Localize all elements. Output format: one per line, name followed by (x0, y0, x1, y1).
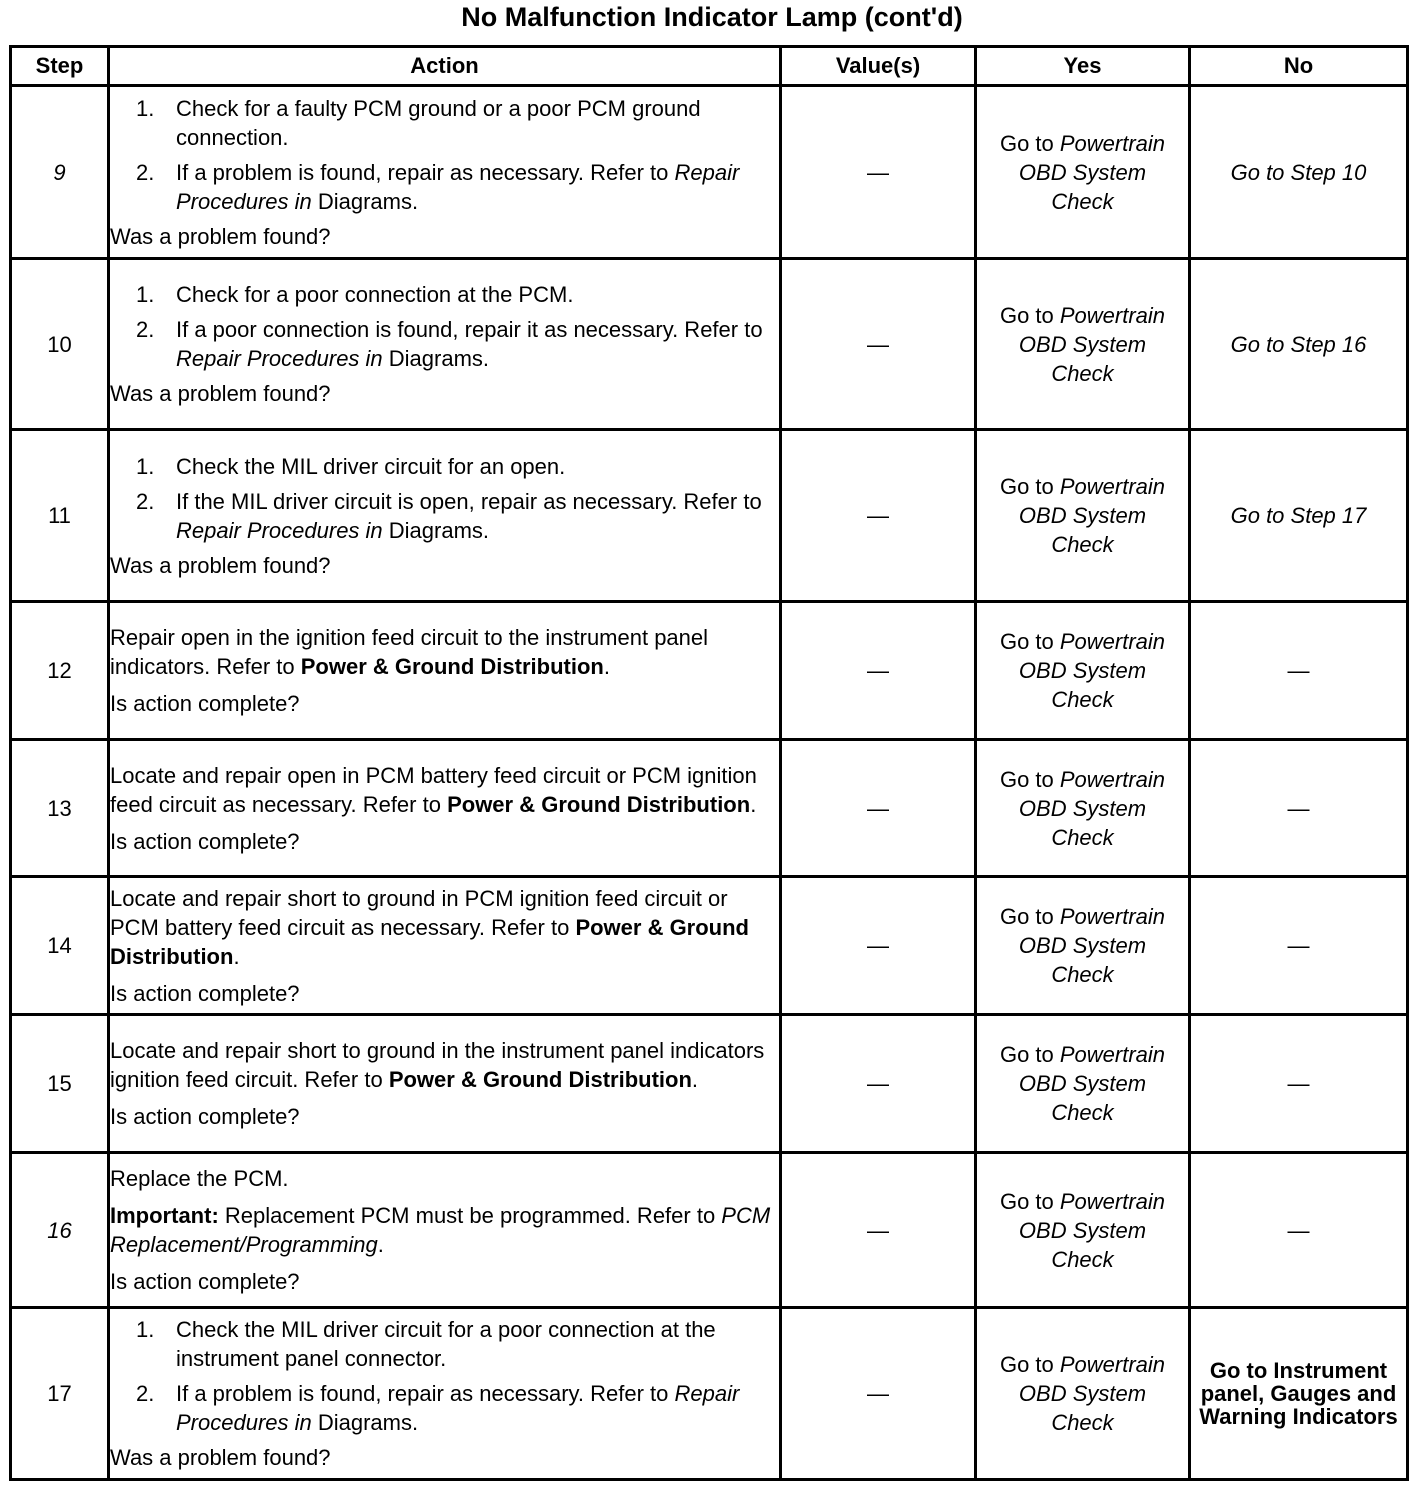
reference-link[interactable]: Repair Procedures in (176, 517, 383, 543)
question-text: Is action complete? (110, 1269, 300, 1294)
list-number: 2. (136, 159, 155, 185)
step-number: 12 (11, 602, 109, 740)
no-cell[interactable]: Go to Instrument panel, Gauges and Warning Indicators (1190, 1308, 1408, 1480)
yes-cell[interactable]: Go to Powertrain OBD System Check (976, 1308, 1190, 1480)
action-text: Replacement PCM must be programmed. Refer to (218, 1203, 722, 1228)
table-row (11, 259, 1408, 430)
reference-link[interactable]: Power & Ground Distribution (110, 914, 749, 969)
list-number: 2. (136, 1381, 155, 1406)
table-row (11, 1015, 1408, 1153)
yes-cell[interactable]: Go to Powertrain OBD System Check (976, 740, 1190, 877)
yes-cell[interactable]: Go to Powertrain OBD System Check (976, 86, 1190, 259)
step-number: 13 (11, 740, 109, 877)
value-cell: — (781, 86, 976, 259)
reference-link[interactable]: Repair Procedures in (176, 346, 383, 371)
value-cell: — (781, 877, 976, 1015)
question-text: Was a problem found? (110, 223, 331, 249)
list-number: 1. (136, 1317, 155, 1342)
action-cell (109, 259, 781, 430)
action-text: Diagrams. (382, 517, 490, 543)
question-text: Is action complete? (110, 691, 300, 716)
yes-cell[interactable]: Go to Powertrain OBD System Check (976, 430, 1190, 602)
list-number: 1. (136, 282, 155, 307)
action-cell (109, 86, 781, 259)
value-cell: — (781, 602, 976, 740)
no-cell: — (1190, 740, 1408, 877)
action-text: Locate and repair short to ground in PCM ignition feed circuit or PCM battery feed circuit as necessary. Refer to (110, 885, 728, 940)
action-cell: Locate and repair short to ground in PCM ignition feed circuit or PCM battery feed circuit as necessary. Refer to Power & Ground Distribution. Is action complete? (109, 877, 781, 1015)
value-cell: — (781, 1308, 976, 1480)
step-number: 16 (11, 1153, 109, 1308)
header-no: No (1190, 47, 1408, 86)
reference-link[interactable]: Power & Ground Distribution (447, 791, 751, 817)
action-cell: Replace the PCM. Important: Replacement PCM must be programmed. Refer to PCM Replacement/Programming. Is action complete? (109, 1153, 781, 1308)
list-number: 2. (136, 488, 155, 514)
yes-cell[interactable]: Go to Powertrain OBD System Check (976, 602, 1190, 740)
action-text: If a problem is found, repair as necessary. Refer to (176, 159, 675, 185)
table-row (11, 430, 1408, 602)
action-text: If the MIL driver circuit is open, repair as necessary. Refer to (176, 488, 762, 514)
value-cell: — (781, 1153, 976, 1308)
action-text: Check for a faulty PCM ground or a poor PCM ground connection. (176, 95, 701, 150)
question-text: Is action complete? (110, 828, 300, 854)
step-number: 11 (11, 430, 109, 602)
action-cell (109, 430, 781, 602)
table-row (11, 1308, 1408, 1480)
table-row (11, 740, 1408, 877)
header-row (11, 47, 1408, 86)
header-step: Step (11, 47, 109, 86)
question-text: Is action complete? (110, 980, 300, 1006)
action-text: Locate and repair open in PCM battery feed circuit or PCM ignition feed circuit as necessary. Refer to (110, 762, 757, 817)
action-text: Replace the PCM. (110, 1166, 289, 1191)
action-cell (109, 1308, 781, 1480)
question-text: Was a problem found? (110, 1445, 331, 1470)
no-cell: — (1190, 1153, 1408, 1308)
value-cell: — (781, 259, 976, 430)
step-number: 10 (11, 259, 109, 430)
reference-link[interactable]: Repair Procedures in (176, 159, 740, 214)
page-title: No Malfunction Indicator Lamp (cont'd) (461, 2, 963, 32)
action-text: Check for a poor connection at the PCM. (176, 282, 574, 307)
no-cell: — (1190, 877, 1408, 1015)
header-values: Value(s) (781, 47, 976, 86)
reference-link[interactable]: Repair Procedures in (176, 1381, 740, 1435)
action-cell: Repair open in the ignition feed circuit to the instrument panel indicators. Refer to Power & Ground Distribution. Is action complete? (109, 602, 781, 740)
reference-link[interactable]: Power & Ground Distribution (388, 1067, 692, 1092)
action-cell: Locate and repair open in PCM battery feed circuit or PCM ignition feed circuit as necessary. Refer to Power & Ground Distribution. Is action complete? (109, 740, 781, 877)
table-row (11, 877, 1408, 1015)
action-text: If a problem is found, repair as necessary. Refer to (176, 1381, 675, 1406)
no-cell[interactable]: Go to Step 16 (1190, 259, 1408, 430)
table-row (11, 86, 1408, 259)
action-text: Check the MIL driver circuit for a poor connection at the instrument panel connector. (176, 1317, 716, 1371)
no-cell: — (1190, 1015, 1408, 1153)
action-text: Diagrams. (311, 1410, 419, 1435)
header-yes: Yes (976, 47, 1190, 86)
yes-cell[interactable]: Go to Powertrain OBD System Check (976, 259, 1190, 430)
yes-cell[interactable]: Go to Powertrain OBD System Check (976, 1153, 1190, 1308)
no-cell[interactable]: Go to Step 17 (1190, 430, 1408, 602)
list-number: 2. (136, 317, 155, 342)
table-row (11, 602, 1408, 740)
yes-cell[interactable]: Go to Powertrain OBD System Check (976, 877, 1190, 1015)
reference-link[interactable]: PCM Replacement/Programming (110, 1203, 771, 1257)
header-action: Action (109, 47, 781, 86)
value-cell: — (781, 430, 976, 602)
step-number: 9 (11, 86, 109, 259)
question-text: Is action complete? (110, 1104, 300, 1129)
action-text: Diagrams. (382, 346, 490, 371)
value-cell: — (781, 740, 976, 877)
step-number: 17 (11, 1308, 109, 1480)
action-text: Diagrams. (311, 188, 419, 214)
question-text: Was a problem found? (110, 381, 331, 406)
important-label: Important: (110, 1203, 219, 1228)
table-row (11, 1153, 1408, 1308)
list-number: 1. (136, 95, 155, 121)
question-text: Was a problem found? (110, 552, 331, 578)
diagnostic-table (9, 45, 1409, 1481)
action-text: If a poor connection is found, repair it as necessary. Refer to (176, 317, 763, 342)
action-text: Repair open in the ignition feed circuit to the instrument panel indicators. Refer to (110, 625, 709, 679)
yes-cell[interactable]: Go to Powertrain OBD System Check (976, 1015, 1190, 1153)
value-cell: — (781, 1015, 976, 1153)
step-number: 15 (11, 1015, 109, 1153)
no-cell: — (1190, 602, 1408, 740)
no-cell[interactable]: Go to Step 10 (1190, 86, 1408, 259)
action-text: Check the MIL driver circuit for an open. (176, 453, 566, 479)
action-cell: Locate and repair short to ground in the instrument panel indicators ignition feed circuit. Refer to Power & Ground Distribution. Is action complete? (109, 1015, 781, 1153)
list-number: 1. (136, 453, 155, 479)
reference-link[interactable]: Power & Ground Distribution (300, 654, 604, 679)
step-number: 14 (11, 877, 109, 1015)
action-text: Locate and repair short to ground in the instrument panel indicators ignition feed circuit. Refer to (110, 1038, 765, 1092)
